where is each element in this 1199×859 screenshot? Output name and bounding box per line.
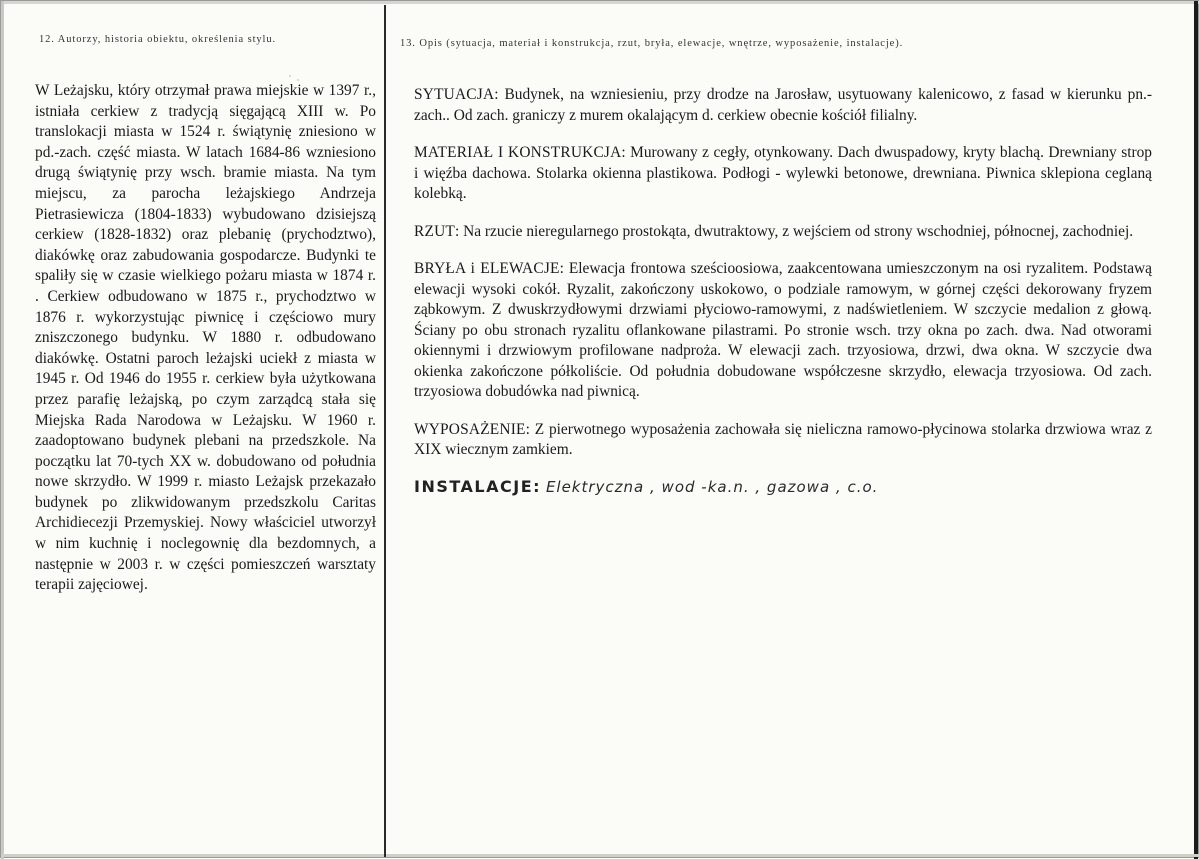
description-column [414, 85, 1152, 497]
section-text: Budynek, na wzniesieniu, przy drodze na Jarosław, usytuowany kalenicowo, z fasad w kierunku pn.-zach.. Od zach. graniczy z murem okalającym d. cerkiew obecnie kościół filialny. [414, 86, 1153, 124]
history-text: W Leżajsku, który otrzymał prawa miejskie w 1397 r., istniała cerkiew z tradycją sięgającą XIII w. Po translokacji miasta w 1524 r. świątynię zniesiono w pd.-zach. część miasta. W latach 1684-86 wzniesiono drugą świątynię przy wsch. bramie miasta. Na tym miejscu, za parocha leżajskiego Andrzeja Pietrasiewicza (1804-1833) wybudowano dzisiejszą cerkiew (1828-1832) oraz plebanię (prychodztwo), diakówkę oraz zabudowania gospodarcze. Budynki te spaliły się w czasie wielkiego pożaru miasta w 1874 r. . Cerkiew odbudowano w 1875 r., prychodztwo w 1876 r. wykorzystując piwnicę i częściowo mury zniszczonego budynku. W 1880 r. odbudowano diakówkę. Ostatni paroch leżajski uciekł z miasta w 1945 r. Od 1946 do 1955 r. cerkiew była użytkowana przez parafię leżajską, po czym zarządcą stała się Miejska Rada Narodowa w Leżajsku. W 1960 r. zaadoptowano budynek plebani na przedszkole. Na początku lat 70-tych XX w. dobudowano od południa nowe skrzydło. W 1999 r. miasto Leżajsk przekazało budynek po zlikwidowanym przedszkolu Caritas Archidiecezji Przemyskiej. Nowy właściciel utworzył w nim kuchnię i noclegownię dla bezdomnych, a następnie w 2003 r. w części pomieszczeń warsztaty terapii zajęciowej. [35, 82, 376, 594]
section-label: MATERIAŁ I KONSTRUKCJA [414, 144, 622, 161]
section-body-elevations: BRYŁA i ELEWACJE: Elewacja frontowa sześcioosiowa, zaakcentowana umieszczonym na osi ryzalitem. Podstawą elewacji wysoki cokół. Ryzalit, zakończony uskokowo, o podziale ramowym, w górnej części dekorowany fryzem ząbkowym. Z dwuskrzydłowymi drzwiami płyciowo-ramowymi, z nadświetleniem. W szczycie medalion z głową. Ściany po obu stronach ryzalitu oflankowane pilastrami. Po stronie wsch. trzy okna po zach. dwa. Nad otworami okiennymi i drzwiowym profilowane nadproża. W elewacji zach. trzyosiowa, drzwi, dwa okna. W szczycie dwa okienka zakończone półkoliście. Od południa dobudowane współczesne skrzydło, elewacja trzyosiowa. Od zach. trzyosiowa dobudówka nad piwnicą. [414, 260, 1153, 400]
scan-edge-right [1194, 1, 1198, 859]
section-13-header: 13. Opis (sytuacja, materiał i konstrukcja, rzut, bryła, elewacje, wnętrze, wyposażenie, instalacje). [400, 38, 904, 49]
column-divider [384, 5, 386, 857]
scan-edge-top [1, 1, 1199, 4]
scan-edge-bottom [1, 854, 1199, 857]
section-material: MATERIAŁ I KONSTRUKCJA: Murowany z cegły, otynkowany. Dach dwuspadowy, kryty blachą. Drewniany strop i więźba dachowa. Stolarka okienna plastikowa. Podłogi - wylewki betonowe, drewniana. Piwnica sklepiona ceglaną kolebką. [414, 144, 1152, 202]
scan-edge-left [1, 1, 4, 859]
section-situation: SYTUACJA: Budynek, na wzniesieniu, przy drodze na Jarosław, usytuowany kalenicowo, z fasad w kierunku pn.-zach.. Od zach. graniczy z murem okalającym d. cerkiew obecnie kościół filialny. [414, 86, 1153, 124]
section-label: RZUT [414, 222, 455, 240]
section-text: Z pierwotnego wyposażenia zachowała się nieliczna ramowo-płycinowa stolarka drzwiowa wraz z XIX wiecznym zamkiem. [414, 420, 1152, 458]
section-text: Elewacja frontowa sześcioosiowa, zaakcentowana umieszczonym na osi ryzalitem. Podstawą elewacji wysoki cokół. Ryzalit, zakończony uskokowo, o podziale ramowym, w górnej części dekorowany fryzem ząbkowym. Z dwuskrzydłowymi drzwiami płyciowo-ramowymi, z nadświetleniem. W szczycie medalion z głową. Ściany po obu stronach ryzalitu oflankowane pilastrami. Po stronie wsch. trzy okna po zach. dwa. Nad otworami okiennymi i drzwiowym profilowane nadproża. W elewacji zach. trzyosiowa, drzwi, dwa okna. W szczycie dwa okienka zakończone półkoliście. Od południa dobudowane współczesne skrzydło, elewacja trzyosiowa. Od zach. trzyosiowa dobudówka nad piwnicą. [414, 260, 1153, 400]
handwritten-installations [414, 477, 1152, 498]
section-label: WYPOSAŻENIE [414, 420, 526, 438]
section-text: Na rzucie nieregularnego prostokąta, dwutraktowy, z wejściem od strony wschodniej, północnej, zachodniej. [463, 222, 1134, 240]
handwritten-text: Elektryczna , wod -ka.n. , gazowa , c.o. [545, 477, 879, 496]
section-text: Murowany z cegły, otynkowany. Dach dwuspadowy, kryty blachą. Drewniany strop i więźba dachowa. Stolarka okienna plastikowa. Podłogi - wylewki betonowe, drewniana. Piwnica sklepiona ceglaną kolebką. [414, 144, 1152, 202]
handwritten-label: INSTALACJE: [414, 476, 542, 496]
section-label: BRYŁA i ELEWACJE [414, 260, 560, 277]
scan-speck [289, 75, 291, 77]
section-plan: RZUT: Na rzucie nieregularnego prostokąta, dwutraktowy, z wejściem od strony wschodniej, północnej, zachodniej. [414, 222, 1134, 240]
section-12-header: 12. Autorzy, historia obiektu, określenia stylu. [39, 34, 277, 45]
section-label: SYTUACJA [414, 86, 495, 103]
section-equipment: WYPOSAŻENIE: Z pierwotnego wyposażenia zachowała się nieliczna ramowo-płycinowa stolarka drzwiowa wraz z XIX wiecznym zamkiem. [414, 420, 1152, 458]
